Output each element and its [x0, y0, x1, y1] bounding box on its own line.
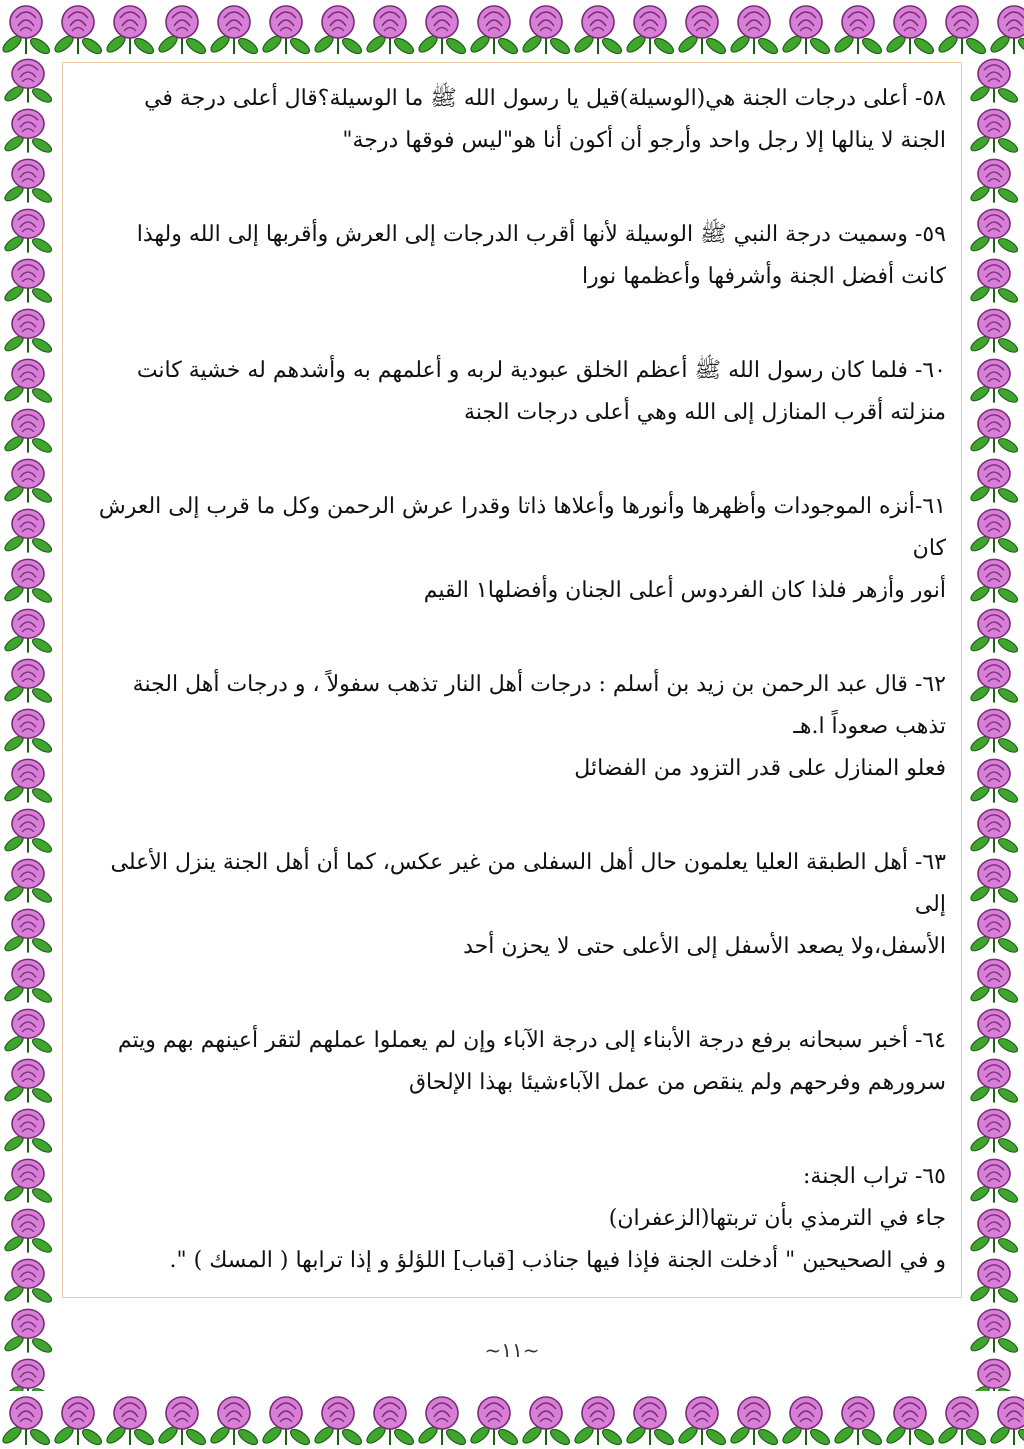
paragraph-line: كانت أفضل الجنة وأشرفها وأعظمها نورا — [581, 264, 946, 289]
rose-border-bottom-icon — [0, 1391, 1024, 1449]
rose-border-left-icon — [0, 58, 58, 1391]
paragraph-line: ٦٤- أخبر سبحانه برفع درجة الأبناء إلى درجة الآباء وإن لم يعملوا عملهم لتقر أعينهم بهم ويتم — [117, 1028, 946, 1053]
rose-border-top — [0, 0, 1024, 58]
paragraph-59 — [80, 214, 946, 298]
paragraph-line: الجنة لا ينالها إلا رجل واحد وأرجو أن أكون أنا هو"ليس فوقها درجة" — [342, 128, 946, 153]
paragraph-65 — [80, 1156, 946, 1282]
paragraph-64 — [80, 1020, 946, 1104]
paragraph-62 — [80, 664, 946, 790]
page-number: ~١١~ — [484, 1338, 540, 1362]
paragraph-line: ٥٨- أعلى درجات الجنة هي(الوسيلة)قيل يا رسول الله ﷺ ما الوسيلة؟قال أعلى درجة في — [144, 86, 946, 111]
paragraph-line: فعلو المنازل على قدر التزود من الفضائل — [574, 756, 946, 781]
paragraph-line: سرورهم وفرحهم ولم ينقص من عمل الآباءشيئا بهذا الإلحاق — [408, 1070, 946, 1095]
paragraph-line: ٥٩- وسميت درجة النبي ﷺ الوسيلة لأنها أقرب الدرجات إلى العرش وأقربها إلى الله ولهذا — [136, 222, 946, 247]
paragraph-58 — [80, 78, 946, 162]
rose-border-left — [0, 58, 58, 1391]
section-heading: ٦٥- تراب الجنة: — [802, 1164, 946, 1189]
paragraph-60 — [80, 350, 946, 434]
paragraph-line: تذهب صعوداً ا.هـ — [793, 714, 946, 739]
paragraph-line: و في الصحيحين " أدخلت الجنة فإذا فيها جناذب [قباب] اللؤلؤ و إذا ترابها ( المسك ) ". — [169, 1248, 946, 1273]
rose-border-right — [966, 58, 1024, 1391]
paragraph-line: ٦٢- قال عبد الرحمن بن زيد بن أسلم : درجات أهل النار تذهب سفولاً ، و درجات أهل الجنة — [132, 672, 946, 697]
rose-border-right-icon — [966, 58, 1024, 1391]
paragraph-line: جاء في الترمذي بأن تربتها(الزعفران) — [608, 1206, 946, 1231]
rose-border-bottom — [0, 1391, 1024, 1449]
paragraph-line: ٦٣- أهل الطبقة العليا يعلمون حال أهل السفلى من غير عكس، كما أن أهل الجنة ينزل الأعلى إلى — [110, 850, 946, 917]
rose-border-top-icon — [0, 0, 1024, 58]
paragraph-63 — [80, 842, 946, 968]
paragraph-line: الأسفل،ولا يصعد الأسفل إلى الأعلى حتى لا يحزن أحد — [463, 934, 946, 959]
paragraph-line: منزلته أقرب المنازل إلى الله وهي أعلى درجات الجنة — [464, 400, 946, 425]
page-body — [80, 78, 946, 1288]
paragraph-line: أنور وأزهر فلذا كان الفردوس أعلى الجنان وأفضلها١ القيم — [423, 578, 946, 603]
paragraph-line: ٦٠- فلما كان رسول الله ﷺ أعظم الخلق عبودية لربه و أعلمهم به وأشدهم له خشية كانت — [136, 358, 946, 383]
paragraph-line: ٦١-أنزه الموجودات وأظهرها وأنورها وأعلاها ذاتا وقدرا عرش الرحمن وكل ما قرب إلى العرش كان — [98, 494, 946, 561]
paragraph-61 — [80, 486, 946, 612]
